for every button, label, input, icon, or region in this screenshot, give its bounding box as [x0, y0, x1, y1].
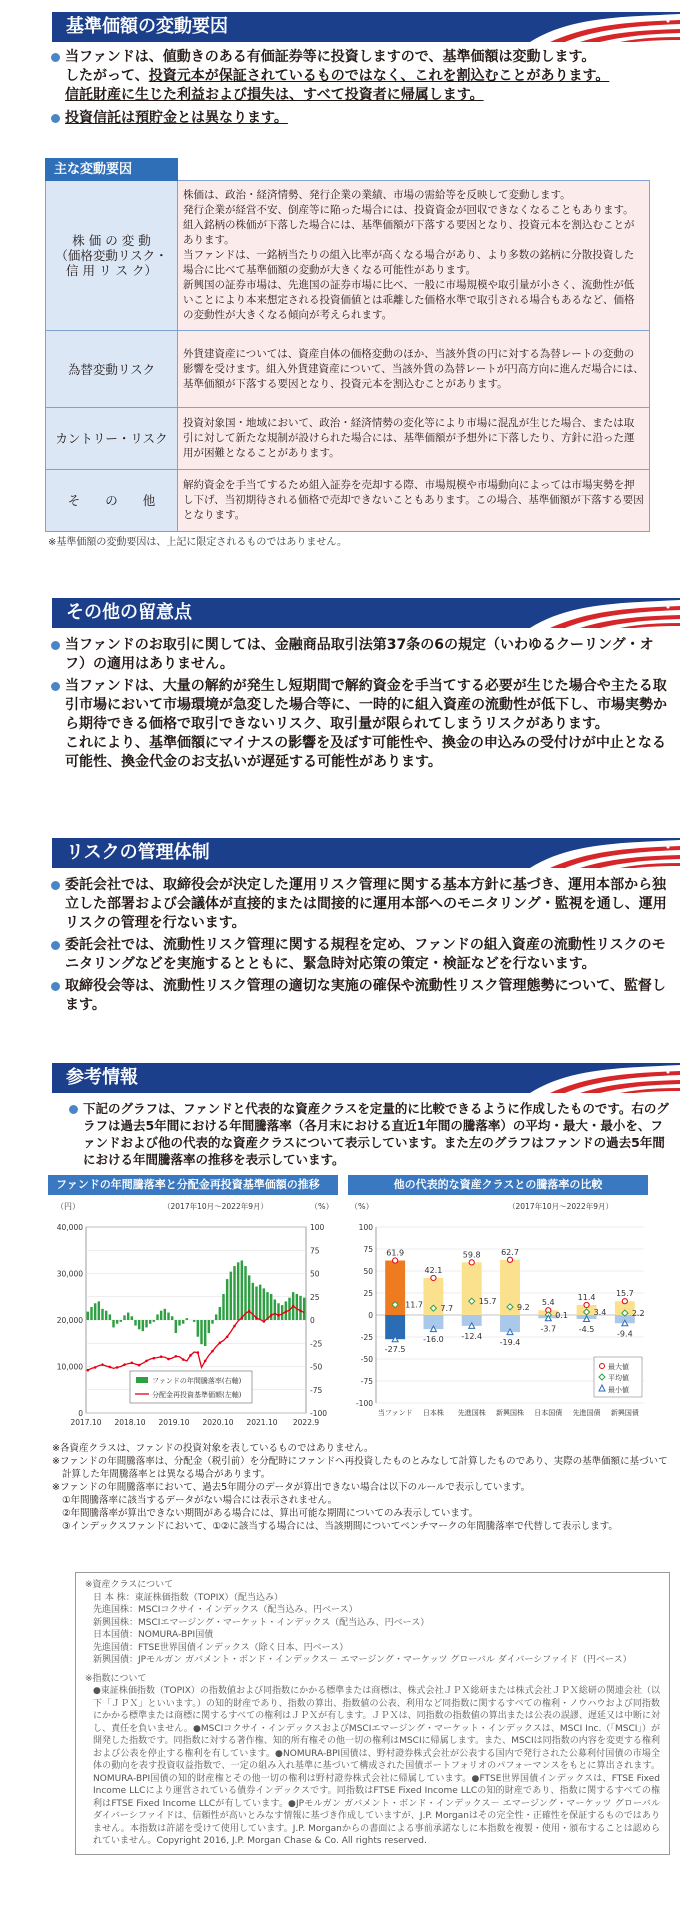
- flag-decoration-icon: [510, 1063, 680, 1093]
- bar: [167, 1313, 169, 1320]
- bar: [98, 1301, 100, 1320]
- bar: [277, 1303, 279, 1320]
- tick-label: -75: [360, 1377, 373, 1386]
- min-label: -16.0: [423, 1335, 444, 1345]
- bar: [204, 1320, 206, 1346]
- section-title-text: 基準価額の変動要因: [66, 16, 228, 37]
- point: [87, 1369, 90, 1372]
- point: [248, 1310, 251, 1313]
- avg-label: 11.7: [405, 1300, 423, 1310]
- bullet-deposit: [48, 109, 674, 128]
- bar: [182, 1320, 184, 1324]
- category-label: 新興国債: [610, 1409, 639, 1417]
- point: [277, 1314, 280, 1317]
- legend-swatch-bar: [136, 1377, 148, 1383]
- point: [116, 1366, 119, 1369]
- tick-label: -100: [355, 1399, 373, 1408]
- section-title-risk-management: [52, 838, 680, 868]
- asset-comparison-svg: [348, 1195, 648, 1435]
- bullet-text: 当ファンドは、値動きのある有価証券等に投資しますので、基準価額は変動します。: [65, 49, 596, 65]
- min-label: -9.4: [617, 1329, 633, 1339]
- bar: [219, 1307, 221, 1320]
- point: [285, 1310, 288, 1313]
- fund-trend-svg: [48, 1195, 338, 1435]
- bar: [94, 1303, 96, 1320]
- avg-label: 3.4: [593, 1308, 607, 1318]
- tick-label: 40,000: [56, 1223, 83, 1232]
- bar: [255, 1287, 257, 1320]
- tick-label: 0: [78, 1409, 83, 1418]
- min-label: -27.5: [384, 1345, 406, 1355]
- row-label: カントリー・リスク: [46, 408, 178, 470]
- min-label: -19.4: [499, 1338, 521, 1348]
- point: [270, 1314, 273, 1317]
- max-label: 15.7: [615, 1289, 634, 1299]
- max-marker: [431, 1275, 436, 1280]
- avg-label: 15.7: [478, 1297, 497, 1307]
- tick-label: 10,000: [56, 1362, 83, 1372]
- point: [255, 1317, 258, 1320]
- bullet-text: したがって、: [65, 68, 149, 84]
- avg-label: 2.2: [631, 1309, 645, 1319]
- bar: [303, 1298, 305, 1320]
- bar: [164, 1309, 166, 1320]
- bullet-text-underlined: 投資信託は預貯金とは異なります。: [65, 110, 288, 126]
- asset-item: 日 本 株：東証株価指数（TOPIX）（配当込み）: [93, 1592, 284, 1603]
- bar: [299, 1296, 301, 1320]
- bar: [200, 1320, 202, 1344]
- x-tick-label: 2017.10: [70, 1418, 102, 1427]
- point: [109, 1366, 112, 1369]
- x-tick-label: 2019.10: [158, 1418, 190, 1427]
- point: [131, 1361, 134, 1364]
- row-text: 外貨建資産については、資産自体の価格変動のほか、当該外貨の円に対する為替レートの変動の影響を受けます。組入外貨建資産について、当該外貨の為替レートが円高方向に進んだ場合には、基準価額が下落する要因となり、投資元本を割込むことがあります。: [178, 331, 650, 408]
- chart-title: ファンドの年間騰落率と分配金再投資基準価額の推移: [48, 1175, 338, 1195]
- bar: [142, 1320, 144, 1331]
- min-label: -4.5: [578, 1324, 595, 1334]
- max-marker: [622, 1299, 627, 1304]
- max-marker: [469, 1260, 474, 1265]
- bar: [116, 1320, 118, 1324]
- bullet-cooling-off: 当ファンドのお取引に関しては、金融商品取引法第37条の6の規定（いわゆるクーリング・オフ）の適用はありません。: [48, 636, 674, 674]
- bar: [109, 1314, 111, 1320]
- bar: [171, 1316, 173, 1320]
- bar: [296, 1294, 298, 1320]
- point: [182, 1358, 185, 1361]
- section-title-reference: [52, 1063, 680, 1093]
- bar: [281, 1305, 283, 1320]
- table-note: ※基準価額の変動要因は、上記に限定されるものではありません。: [48, 537, 347, 548]
- tick-label: 100: [310, 1223, 325, 1232]
- bar: [208, 1320, 210, 1333]
- section-title-text: 参考情報: [66, 1067, 138, 1088]
- tick-label: 100: [358, 1223, 373, 1232]
- point: [167, 1358, 170, 1361]
- section-title-text: リスクの管理体制: [66, 842, 210, 863]
- legend-label: ファンドの年間騰落率(右軸): [152, 1377, 242, 1385]
- point: [123, 1363, 126, 1366]
- flag-decoration-icon: [510, 598, 680, 628]
- bar: [274, 1300, 276, 1320]
- section-title-text: その他の留意点: [66, 602, 192, 623]
- point: [175, 1355, 178, 1358]
- bar: [149, 1320, 151, 1324]
- tick-label: -100: [310, 1409, 328, 1418]
- legend-label: 最小値: [608, 1386, 629, 1394]
- category-label: 日本国債: [534, 1409, 563, 1417]
- reference-intro: 下記のグラフは、ファンドと代表的な資産クラスを定量的に比較できるように作成したものです。右のグラフは過去5年間における年間騰落率（各月末における直近1年間の騰落率）の平均・最大・最小を、ファンドおよび他の代表的な資産クラスについて表示しています。また左のグラフはファンドの過去5年間における年間騰落率の推移を表示しています。: [66, 1100, 674, 1168]
- flag-decoration-icon: [510, 838, 680, 868]
- tick-label: 0: [310, 1316, 315, 1325]
- min-label: -3.7: [540, 1324, 557, 1334]
- bar: [127, 1313, 129, 1320]
- bar: [244, 1266, 246, 1320]
- point: [241, 1316, 244, 1319]
- legend-label: 平均値: [608, 1374, 629, 1382]
- point: [226, 1335, 229, 1338]
- chart-fund-trend: [48, 1175, 338, 1435]
- max-marker: [507, 1257, 512, 1262]
- max-label: 62.7: [501, 1247, 519, 1257]
- tick-label: 25: [310, 1292, 320, 1302]
- bullet-liquidity-rule: 委託会社では、流動性リスク管理に関する規程を定め、ファンドの組入資産の流動性リスクのモニタリングなどを実施するとともに、緊急時対応策の策定・検証などを行ないます。: [48, 936, 674, 974]
- bar: [186, 1318, 188, 1320]
- category-label: 先進国株: [457, 1409, 486, 1417]
- legend-label: 分配金再投資基準価額(左軸): [152, 1391, 242, 1399]
- point: [263, 1320, 266, 1323]
- asset-list: [85, 1592, 660, 1667]
- max-label: 5.4: [541, 1298, 555, 1308]
- index-reference-box: [75, 1572, 670, 1855]
- ref-head: ※指数について: [85, 1673, 147, 1684]
- point: [211, 1350, 214, 1353]
- tick-label: 75: [310, 1246, 320, 1256]
- axis-unit-right: （%）: [310, 1202, 334, 1211]
- bar: [248, 1275, 250, 1320]
- tick-label: 75: [363, 1245, 373, 1254]
- section-title-volatility: [52, 12, 680, 42]
- max-bar: [462, 1262, 482, 1315]
- category-label: 当ファンド: [377, 1409, 413, 1417]
- note-line: ①年間騰落率に該当するデータがない場合には表示されません。: [62, 1495, 338, 1506]
- point: [292, 1305, 295, 1308]
- bullet-text-underlined: 信託財産に生じた利益および損失は、すべて投資者に帰属します。: [65, 87, 484, 103]
- risk-factor-table: [45, 158, 650, 532]
- bar: [131, 1316, 133, 1320]
- point: [101, 1363, 104, 1366]
- note-line: ※ファンドの年間騰落率は、分配金（税引前）を分配時にファンドへ再投資したものとみなして計算したものであり、実際の基準価額に基づいて計算した年間騰落率とは異なる場合があります。: [52, 1456, 668, 1480]
- bullet-volatility: [48, 48, 674, 105]
- max-label: 42.1: [424, 1265, 443, 1275]
- bar: [215, 1314, 217, 1320]
- tick-label: 25: [363, 1289, 373, 1298]
- point: [145, 1360, 148, 1363]
- tick-label: -75: [310, 1385, 323, 1395]
- point: [94, 1366, 97, 1369]
- bar: [120, 1320, 122, 1322]
- row-label: 株 価 の 変 動 （価格変動リスク・ 信 用 リ ス ク）: [46, 181, 178, 331]
- category-label: 先進国債: [572, 1409, 601, 1417]
- axis-unit-left: （円）: [56, 1202, 80, 1211]
- avg-label: 9.2: [517, 1302, 530, 1312]
- tick-label: 0: [368, 1311, 373, 1320]
- bar: [263, 1288, 265, 1320]
- section-title-notes: [52, 598, 680, 628]
- tick-label: -50: [360, 1355, 373, 1364]
- bar: [211, 1320, 213, 1324]
- bar: [226, 1279, 228, 1320]
- tick-label: 50: [363, 1267, 373, 1276]
- avg-label: 7.7: [440, 1304, 454, 1314]
- point: [160, 1355, 163, 1358]
- bar: [156, 1314, 158, 1320]
- tick-label: -25: [360, 1333, 373, 1342]
- point: [233, 1325, 236, 1328]
- bar: [134, 1320, 136, 1326]
- bar: [123, 1315, 125, 1320]
- category-label: 新興国株: [496, 1409, 524, 1417]
- max-label: 61.9: [386, 1248, 405, 1258]
- point: [219, 1341, 222, 1344]
- bar: [233, 1266, 235, 1320]
- bar: [266, 1292, 268, 1320]
- bar: [138, 1320, 140, 1329]
- bar: [112, 1320, 114, 1327]
- asset-item: 先進国株：MSCIコクサイ・インデックス（配当込み、円ベース）: [93, 1605, 358, 1615]
- tick-label: 20,000: [56, 1316, 83, 1325]
- bar: [160, 1311, 162, 1320]
- asset-item: 先進国債：FTSE世界国債インデックス（除く日本、円ベース）: [93, 1642, 349, 1653]
- bar: [259, 1285, 261, 1320]
- bar: [175, 1320, 177, 1333]
- bullet-liquidity-cont: これにより、基準価額にマイナスの影響を及ぼす可能性や、換金の申込みの受付けが中止となる可能性、換金代金のお支払いが遅延する可能性があります。: [65, 735, 666, 770]
- bar: [145, 1320, 147, 1327]
- point: [197, 1351, 200, 1354]
- bar: [237, 1262, 239, 1320]
- bullet-text-underlined: 投資元本が保証されているものではなく、これを割込むことがあります。: [148, 68, 610, 84]
- index-disclaimer: ●東証株価指数（TOPIX）の指数値および同指数にかかる標準または商標は、株式会社ＪＰＸ総研または株式会社ＪＰＸ総研の関連会社（以下「ＪＰＸ」といいます。）の知的財産であり、指数の算出、指数値の公表、利用など同指数に関するすべての権利・ノウハウおよび同指数にかかる標準または商標に関するすべての権利はＪＰＸが有します。ＪＰＸは、同指数の指数値の算出または公表の誤謬、遅延又は中断に対し、責任を負いません。●MSCIコクサイ・インデックスおよびMSCIエマージング・マーケット・インデックスは、MSCI Inc.（「MSCI」）が開発した指数です。同指数に対する著作権、知的所有権その他一切の権利はMSCIに帰属します。また、MSCIは同指数の内容を変更する権利および公表を停止する権利を有しています。●NOMURA-BPI国債は、野村證券株式会社が公表する国内で発行された公募利付国債の市場全体の動向を表す投資収益指数で、一定の組み入れ基準に基づいて構成された国債ポートフォリオのパフォーマンスをもとに算出されます。NOMURA-BPI国債の知的財産権とその他一切の権利は野村證券株式会社に帰属しています。●FTSE世界国債インデックスは、FTSE Fixed Income LLCにより運営されている債券インデックスです。同指数はFTSE Fixed Income LLCの知的財産であり、指数に関するすべての権利はFTSE Fixed Income LLCが有しています。●JPモルガン ガバメント・ボンド・インデックス－ エマージング・マーケッツ グローバル ダイバーシファイドは、信頼性が高いとみなす情報に基づき作成していますが、J.P. Morganはその完全性・正確性を保証するものではありません。本指数は許諾を受けて使用しています。J.P. Morganからの書面による事前承諾なしに本指数を複製・使用・頒布することは認められていません。Copyright 2016, J.P. Morgan Chase & Co. All rights reserved.: [93, 1686, 660, 1846]
- bar: [105, 1311, 107, 1320]
- table-header: 主な変動要因: [46, 159, 178, 181]
- bullet-risk-policy: 委託会社では、取締役会が決定した運用リスク管理に関する基本方針に基づき、運用本部から独立した部署および会議体が直接的または間接的に運用本部へのモニタリング・監視を通し、運用リスクの管理を行ないます。: [48, 876, 674, 933]
- category-label: 日本株: [422, 1409, 444, 1417]
- row-label: 為替変動リスク: [46, 331, 178, 408]
- max-marker: [584, 1302, 589, 1307]
- bar: [230, 1272, 232, 1320]
- bar: [153, 1320, 155, 1322]
- chart-period: （2017年10月～2022年9月）: [508, 1202, 613, 1211]
- tick-label: -50: [310, 1362, 323, 1372]
- note-line: ※ファンドの年間騰落率において、過去5年間分のデータが算出できない場合は以下のルールで表示しています。: [52, 1482, 531, 1493]
- bar: [222, 1294, 224, 1320]
- legend-max-icon: [600, 1364, 605, 1369]
- chart-notes: [52, 1442, 677, 1533]
- bar: [241, 1260, 243, 1320]
- tick-label: -25: [310, 1339, 323, 1349]
- bar: [193, 1320, 195, 1322]
- avg-label: 0.1: [555, 1310, 569, 1320]
- legend-label: 最大値: [608, 1363, 629, 1371]
- max-label: 59.8: [462, 1250, 481, 1260]
- point: [138, 1364, 141, 1367]
- bar: [87, 1312, 89, 1320]
- note-line: ②年間騰落率が算出できない期間がある場合には、算出可能な期間についてのみ表示しています。: [62, 1508, 479, 1519]
- x-tick-label: 2022.9: [292, 1418, 320, 1427]
- ref-head: ※資産クラスについて: [85, 1580, 174, 1590]
- point: [189, 1354, 192, 1357]
- asset-item: 日本国債：NOMURA-BPI国債: [93, 1630, 214, 1640]
- note-line: ③インデックスファンドにおいて、①②に該当する場合には、当該期間についてベンチマークの年間騰落率で代替して表示します。: [62, 1521, 618, 1532]
- asset-item: 新興国債：JPモルガン ガバメント・ボンド・インデックス－ エマージング・マーケッツ グローバル ダイバーシファイド（円ベース）: [93, 1655, 632, 1665]
- chart-title: 他の代表的な資産クラスとの騰落率の比較: [348, 1175, 648, 1195]
- chart-period: （2017年10月～2022年9月）: [163, 1202, 268, 1211]
- x-tick-label: 2018.10: [114, 1418, 146, 1427]
- x-tick-label: 2021.10: [246, 1418, 278, 1427]
- note-line: ※各資産クラスは、ファンドの投資対象を表しているものではありません。: [52, 1443, 374, 1454]
- max-marker: [393, 1258, 398, 1263]
- bullet-liquidity: 当ファンドは、大量の解約が発生し短期間で解約資金を手当てする必要が生じた場合や主たる取引市場において市場環境が急変した場合等に、一時的に組入資産の流動性が低下し、市場実勢から期待できる価格で取引できないリスク、取引量が限られてしまうリスクがあります。: [48, 677, 674, 734]
- min-label: -12.4: [461, 1331, 483, 1341]
- point: [299, 1309, 302, 1312]
- axis-unit: （%）: [350, 1202, 374, 1211]
- bullet-board-oversight: 取締役会等は、流動性リスク管理の適切な実施の確保や流動性リスク管理態勢について、監督します。: [48, 977, 674, 1015]
- max-label: 11.4: [577, 1292, 596, 1302]
- chart-asset-comparison: [348, 1175, 648, 1435]
- point: [153, 1357, 156, 1360]
- bar: [178, 1320, 180, 1326]
- bar: [197, 1320, 199, 1337]
- x-tick-label: 2020.10: [202, 1418, 234, 1427]
- row-text: 投資対象国・地域において、政治・経済情勢の変化等により市場に混乱が生じた場合、または取引に対して新たな規制が設けられた場合には、基準価額が予想外に下落したり、方針に沿った運用が困難となることがあります。: [178, 408, 650, 470]
- row-text: 株価は、政治・経済情勢、発行企業の業績、市場の需給等を反映して変動します。 発行企業が経営不安、倒産等に陥った場合には、投資資金が回収できなくなることもあります。組入銘柄の株価が下落した場合には、基準価額が下落する要因となり、投資元本を割込むことがあります。 当ファンドは、一銘柄当たりの組入比率が高くなる場合があり、より多数の銘柄に分散投資した場合に比べて基準価額の変動が大きくなる可能性があります。 新興国の証券市場は、先進国の証券市場に比べ、一般に市場規模や取引量が小さく、流動性が低いことにより本来想定される投資価値とは乖離した価格水準で取引される場合もあるなど、価格の変動性が大きくなる傾向が考えられます。: [178, 181, 650, 331]
- bar: [101, 1309, 103, 1320]
- tick-label: 50: [310, 1269, 320, 1279]
- point: [204, 1360, 207, 1363]
- flag-decoration-icon: [510, 12, 680, 42]
- asset-item: 新興国株：MSCIエマージング・マーケット・インデックス（配当込み、円ベース）: [93, 1617, 430, 1628]
- row-label: そ の 他: [46, 470, 178, 532]
- bar: [90, 1307, 92, 1320]
- tick-label: 30,000: [56, 1269, 83, 1279]
- row-text: 解約資金を手当てするため組入証券を売却する際、市場規模や市場動向によっては市場実勢を押し下げ、当初期待される価格で売却できないこともあります。この場合、基準価額が下落する要因となります。: [178, 470, 650, 532]
